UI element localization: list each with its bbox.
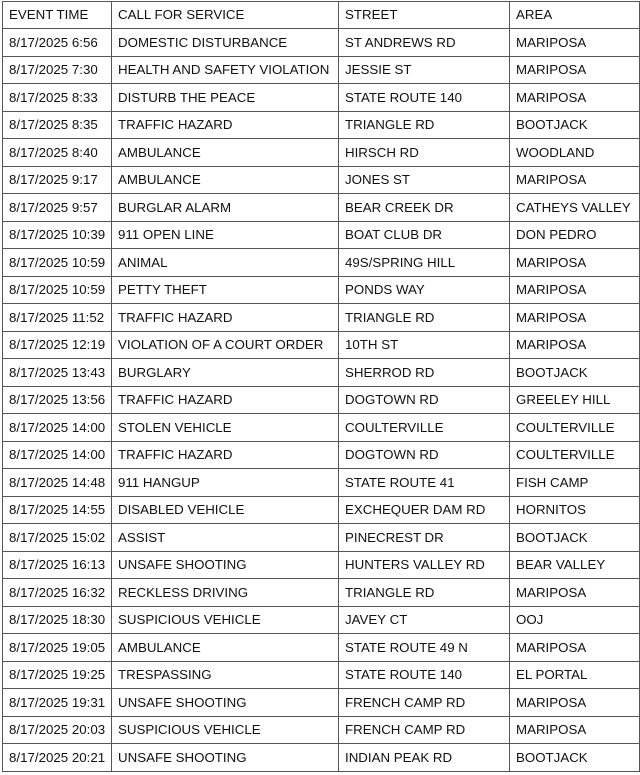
table-row bbox=[3, 221, 640, 249]
table-row bbox=[3, 84, 640, 112]
cell-call-for-service: SUSPICIOUS VEHICLE bbox=[112, 716, 339, 744]
cell-call-for-service: STOLEN VEHICLE bbox=[112, 414, 339, 442]
cell-street: STATE ROUTE 140 bbox=[339, 661, 510, 689]
cell-street: JAVEY CT bbox=[339, 606, 510, 634]
cell-street: ST ANDREWS RD bbox=[339, 29, 510, 57]
table-row bbox=[3, 744, 640, 772]
cell-event-time: 8/17/2025 15:02 bbox=[3, 524, 112, 552]
cell-street: STATE ROUTE 49 N bbox=[339, 634, 510, 662]
cell-event-time: 8/17/2025 8:33 bbox=[3, 84, 112, 112]
cell-event-time: 8/17/2025 18:30 bbox=[3, 606, 112, 634]
cell-street: JONES ST bbox=[339, 166, 510, 194]
cell-event-time: 8/17/2025 6:56 bbox=[3, 29, 112, 57]
table-row bbox=[3, 496, 640, 524]
cell-area: FISH CAMP bbox=[510, 469, 640, 497]
cell-street: TRIANGLE RD bbox=[339, 579, 510, 607]
cell-area: MARIPOSA bbox=[510, 84, 640, 112]
cell-call-for-service: TRESPASSING bbox=[112, 661, 339, 689]
cell-area: BOOTJACK bbox=[510, 359, 640, 387]
cell-call-for-service: AMBULANCE bbox=[112, 166, 339, 194]
call-log-table bbox=[2, 1, 640, 772]
cell-area: HORNITOS bbox=[510, 496, 640, 524]
cell-call-for-service: DOMESTIC DISTURBANCE bbox=[112, 29, 339, 57]
header-event-time: EVENT TIME bbox=[3, 2, 112, 29]
cell-area: BOOTJACK bbox=[510, 111, 640, 139]
cell-event-time: 8/17/2025 11:52 bbox=[3, 304, 112, 332]
cell-event-time: 8/17/2025 16:13 bbox=[3, 551, 112, 579]
cell-call-for-service: TRAFFIC HAZARD bbox=[112, 111, 339, 139]
cell-street: 10TH ST bbox=[339, 331, 510, 359]
cell-call-for-service: VIOLATION OF A COURT ORDER bbox=[112, 331, 339, 359]
table-row bbox=[3, 139, 640, 167]
cell-event-time: 8/17/2025 16:32 bbox=[3, 579, 112, 607]
cell-street: PINECREST DR bbox=[339, 524, 510, 552]
table-header-row bbox=[3, 2, 640, 29]
cell-area: BOOTJACK bbox=[510, 744, 640, 772]
cell-event-time: 8/17/2025 20:21 bbox=[3, 744, 112, 772]
table-row bbox=[3, 606, 640, 634]
header-call-for-service: CALL FOR SERVICE bbox=[112, 2, 339, 29]
table-row bbox=[3, 579, 640, 607]
cell-street: STATE ROUTE 41 bbox=[339, 469, 510, 497]
cell-street: EXCHEQUER DAM RD bbox=[339, 496, 510, 524]
table-row bbox=[3, 56, 640, 84]
cell-street: 49S/SPRING HILL bbox=[339, 249, 510, 277]
cell-area: MARIPOSA bbox=[510, 304, 640, 332]
cell-call-for-service: UNSAFE SHOOTING bbox=[112, 744, 339, 772]
cell-call-for-service: PETTY THEFT bbox=[112, 276, 339, 304]
cell-call-for-service: UNSAFE SHOOTING bbox=[112, 551, 339, 579]
table-row bbox=[3, 634, 640, 662]
cell-call-for-service: TRAFFIC HAZARD bbox=[112, 386, 339, 414]
cell-call-for-service: ANIMAL bbox=[112, 249, 339, 277]
cell-area: COULTERVILLE bbox=[510, 414, 640, 442]
cell-street: TRIANGLE RD bbox=[339, 304, 510, 332]
cell-event-time: 8/17/2025 10:39 bbox=[3, 221, 112, 249]
cell-event-time: 8/17/2025 9:17 bbox=[3, 166, 112, 194]
cell-call-for-service: ASSIST bbox=[112, 524, 339, 552]
cell-area: MARIPOSA bbox=[510, 56, 640, 84]
cell-street: DOGTOWN RD bbox=[339, 386, 510, 414]
table-row bbox=[3, 386, 640, 414]
cell-event-time: 8/17/2025 13:56 bbox=[3, 386, 112, 414]
cell-street: BEAR CREEK DR bbox=[339, 194, 510, 222]
cell-event-time: 8/17/2025 14:55 bbox=[3, 496, 112, 524]
cell-street: BOAT CLUB DR bbox=[339, 221, 510, 249]
cell-call-for-service: TRAFFIC HAZARD bbox=[112, 441, 339, 469]
cell-call-for-service: 911 OPEN LINE bbox=[112, 221, 339, 249]
cell-event-time: 8/17/2025 12:19 bbox=[3, 331, 112, 359]
cell-event-time: 8/17/2025 8:40 bbox=[3, 139, 112, 167]
cell-call-for-service: DISTURB THE PEACE bbox=[112, 84, 339, 112]
header-area: AREA bbox=[510, 2, 640, 29]
cell-street: FRENCH CAMP RD bbox=[339, 689, 510, 717]
table-row bbox=[3, 249, 640, 277]
table-row bbox=[3, 276, 640, 304]
cell-event-time: 8/17/2025 19:31 bbox=[3, 689, 112, 717]
cell-area: DON PEDRO bbox=[510, 221, 640, 249]
cell-area: WOODLAND bbox=[510, 139, 640, 167]
table-row bbox=[3, 359, 640, 387]
table-row bbox=[3, 469, 640, 497]
cell-call-for-service: DISABLED VEHICLE bbox=[112, 496, 339, 524]
cell-street: HIRSCH RD bbox=[339, 139, 510, 167]
table-row bbox=[3, 661, 640, 689]
cell-event-time: 8/17/2025 7:30 bbox=[3, 56, 112, 84]
cell-area: BEAR VALLEY bbox=[510, 551, 640, 579]
header-street: STREET bbox=[339, 2, 510, 29]
cell-area: EL PORTAL bbox=[510, 661, 640, 689]
cell-call-for-service: 911 HANGUP bbox=[112, 469, 339, 497]
table-body bbox=[3, 29, 640, 772]
cell-area: MARIPOSA bbox=[510, 634, 640, 662]
cell-area: MARIPOSA bbox=[510, 716, 640, 744]
cell-event-time: 8/17/2025 8:35 bbox=[3, 111, 112, 139]
cell-call-for-service: UNSAFE SHOOTING bbox=[112, 689, 339, 717]
cell-event-time: 8/17/2025 14:00 bbox=[3, 441, 112, 469]
cell-area: MARIPOSA bbox=[510, 249, 640, 277]
cell-event-time: 8/17/2025 13:43 bbox=[3, 359, 112, 387]
cell-call-for-service: BURGLAR ALARM bbox=[112, 194, 339, 222]
cell-street: COULTERVILLE bbox=[339, 414, 510, 442]
cell-street: FRENCH CAMP RD bbox=[339, 716, 510, 744]
table-row bbox=[3, 551, 640, 579]
table-row bbox=[3, 524, 640, 552]
cell-area: GREELEY HILL bbox=[510, 386, 640, 414]
table-row bbox=[3, 194, 640, 222]
cell-area: MARIPOSA bbox=[510, 166, 640, 194]
cell-street: SHERROD RD bbox=[339, 359, 510, 387]
cell-call-for-service: BURGLARY bbox=[112, 359, 339, 387]
table-row bbox=[3, 331, 640, 359]
cell-street: INDIAN PEAK RD bbox=[339, 744, 510, 772]
table-row bbox=[3, 166, 640, 194]
table-row bbox=[3, 441, 640, 469]
cell-street: STATE ROUTE 140 bbox=[339, 84, 510, 112]
cell-call-for-service: AMBULANCE bbox=[112, 139, 339, 167]
table-row bbox=[3, 689, 640, 717]
cell-call-for-service: TRAFFIC HAZARD bbox=[112, 304, 339, 332]
cell-event-time: 8/17/2025 19:25 bbox=[3, 661, 112, 689]
cell-street: TRIANGLE RD bbox=[339, 111, 510, 139]
cell-area: MARIPOSA bbox=[510, 29, 640, 57]
cell-event-time: 8/17/2025 10:59 bbox=[3, 249, 112, 277]
cell-street: HUNTERS VALLEY RD bbox=[339, 551, 510, 579]
cell-call-for-service: RECKLESS DRIVING bbox=[112, 579, 339, 607]
cell-area: MARIPOSA bbox=[510, 331, 640, 359]
cell-event-time: 8/17/2025 10:59 bbox=[3, 276, 112, 304]
cell-call-for-service: AMBULANCE bbox=[112, 634, 339, 662]
cell-event-time: 8/17/2025 20:03 bbox=[3, 716, 112, 744]
cell-event-time: 8/17/2025 19:05 bbox=[3, 634, 112, 662]
cell-area: BOOTJACK bbox=[510, 524, 640, 552]
table-row bbox=[3, 111, 640, 139]
cell-event-time: 8/17/2025 14:00 bbox=[3, 414, 112, 442]
cell-street: PONDS WAY bbox=[339, 276, 510, 304]
table-row bbox=[3, 414, 640, 442]
cell-call-for-service: HEALTH AND SAFETY VIOLATION bbox=[112, 56, 339, 84]
table-row bbox=[3, 29, 640, 57]
cell-event-time: 8/17/2025 9:57 bbox=[3, 194, 112, 222]
cell-area: MARIPOSA bbox=[510, 579, 640, 607]
table-row bbox=[3, 304, 640, 332]
table-row bbox=[3, 716, 640, 744]
cell-area: MARIPOSA bbox=[510, 276, 640, 304]
cell-area: MARIPOSA bbox=[510, 689, 640, 717]
cell-area: COULTERVILLE bbox=[510, 441, 640, 469]
cell-street: DOGTOWN RD bbox=[339, 441, 510, 469]
cell-event-time: 8/17/2025 14:48 bbox=[3, 469, 112, 497]
cell-street: JESSIE ST bbox=[339, 56, 510, 84]
cell-area: OOJ bbox=[510, 606, 640, 634]
cell-call-for-service: SUSPICIOUS VEHICLE bbox=[112, 606, 339, 634]
cell-area: CATHEYS VALLEY bbox=[510, 194, 640, 222]
